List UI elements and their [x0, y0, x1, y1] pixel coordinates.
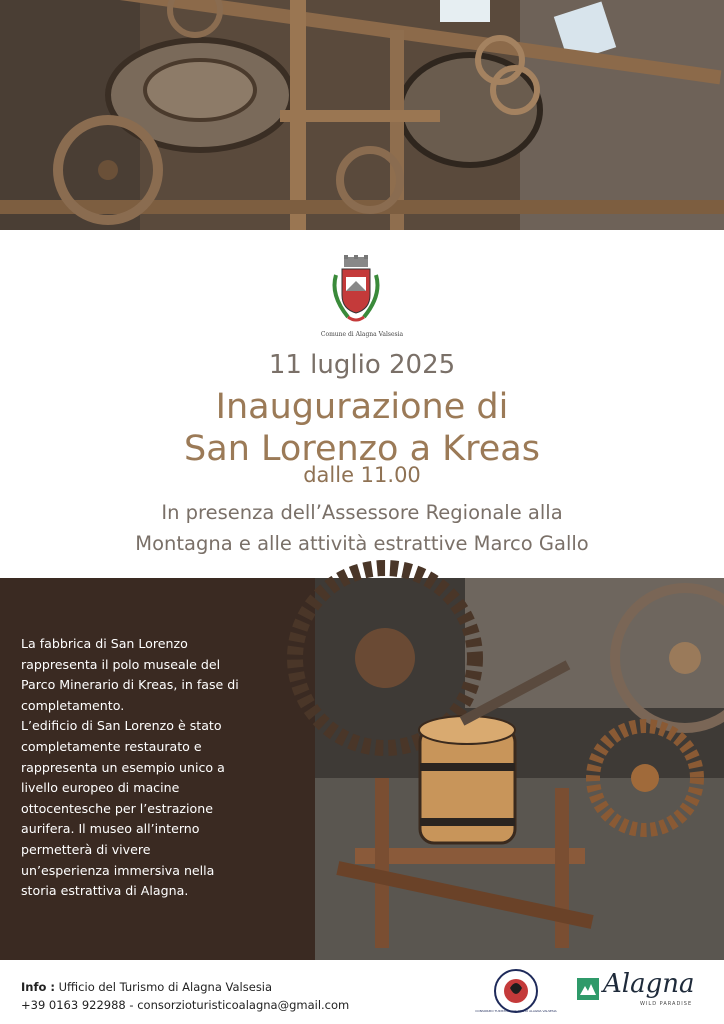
desc-line: Parco Minerario di Kreas, in fase di	[21, 677, 239, 693]
presence-line-2: Montagna e alle attività estrattive Marco Gallo	[135, 532, 589, 555]
desc-line: un’esperienza immersiva nella	[21, 862, 215, 878]
machinery-photo	[315, 578, 724, 960]
title-line-1: Inaugurazione di	[215, 387, 509, 427]
event-date: 11 luglio 2025	[268, 350, 456, 380]
title-line-2: San Lorenzo a Kreas	[184, 429, 540, 469]
contact-line	[21, 996, 349, 1014]
contact-separator: -	[129, 998, 134, 1012]
alagna-logo-word: Alagna	[603, 969, 695, 999]
phone-number[interactable]: +39 0163 922988	[21, 998, 126, 1012]
description-text	[21, 634, 301, 902]
desc-line: storia estrattiva di Alagna.	[21, 883, 189, 899]
desc-line: L’edificio di San Lorenzo è stato	[21, 718, 222, 734]
mill-interior-illustration	[0, 0, 724, 230]
consortium-logo-text: CONSORZIO TURISTICO WALSER DI ALAGNA VALSESIA	[475, 1009, 557, 1013]
alagna-logo-icon	[577, 978, 599, 1000]
desc-line: rappresenta un esempio unico a	[21, 759, 225, 775]
email-address[interactable]: consorzioturisticoalagna@gmail.com	[137, 998, 350, 1012]
desc-line: rappresenta il polo museale del	[21, 656, 221, 672]
desc-line: aurifera. Il museo all’interno	[21, 821, 200, 837]
desc-line: livello europeo di macine	[21, 780, 180, 796]
alagna-logo-sub: WILD PARADISE	[640, 1001, 693, 1007]
machinery-illustration	[315, 578, 724, 960]
presence-line-1: In presenza dell’Assessore Regionale alla	[161, 501, 563, 524]
desc-line: ottocentesche per l’estrazione	[21, 800, 213, 816]
municipal-crest-icon	[326, 255, 386, 327]
presence-text	[0, 497, 724, 559]
desc-line: completamente restaurato e	[21, 738, 202, 754]
hero-photo	[0, 0, 724, 230]
info-line	[21, 978, 349, 996]
info-text: Ufficio del Turismo di Alagna Valsesia	[58, 980, 273, 994]
desc-line: completamento.	[21, 697, 125, 713]
info-label: Info :	[21, 980, 55, 994]
event-time: dalle 11.00	[303, 463, 421, 487]
crest-caption: Comune di Alagna Valsesia	[320, 331, 404, 338]
desc-line: permetterà di vivere	[21, 841, 151, 857]
desc-line: La fabbrica di San Lorenzo	[21, 636, 188, 651]
consortium-logo-icon	[475, 968, 557, 1014]
event-title	[0, 386, 724, 470]
footer-info	[21, 978, 349, 1014]
